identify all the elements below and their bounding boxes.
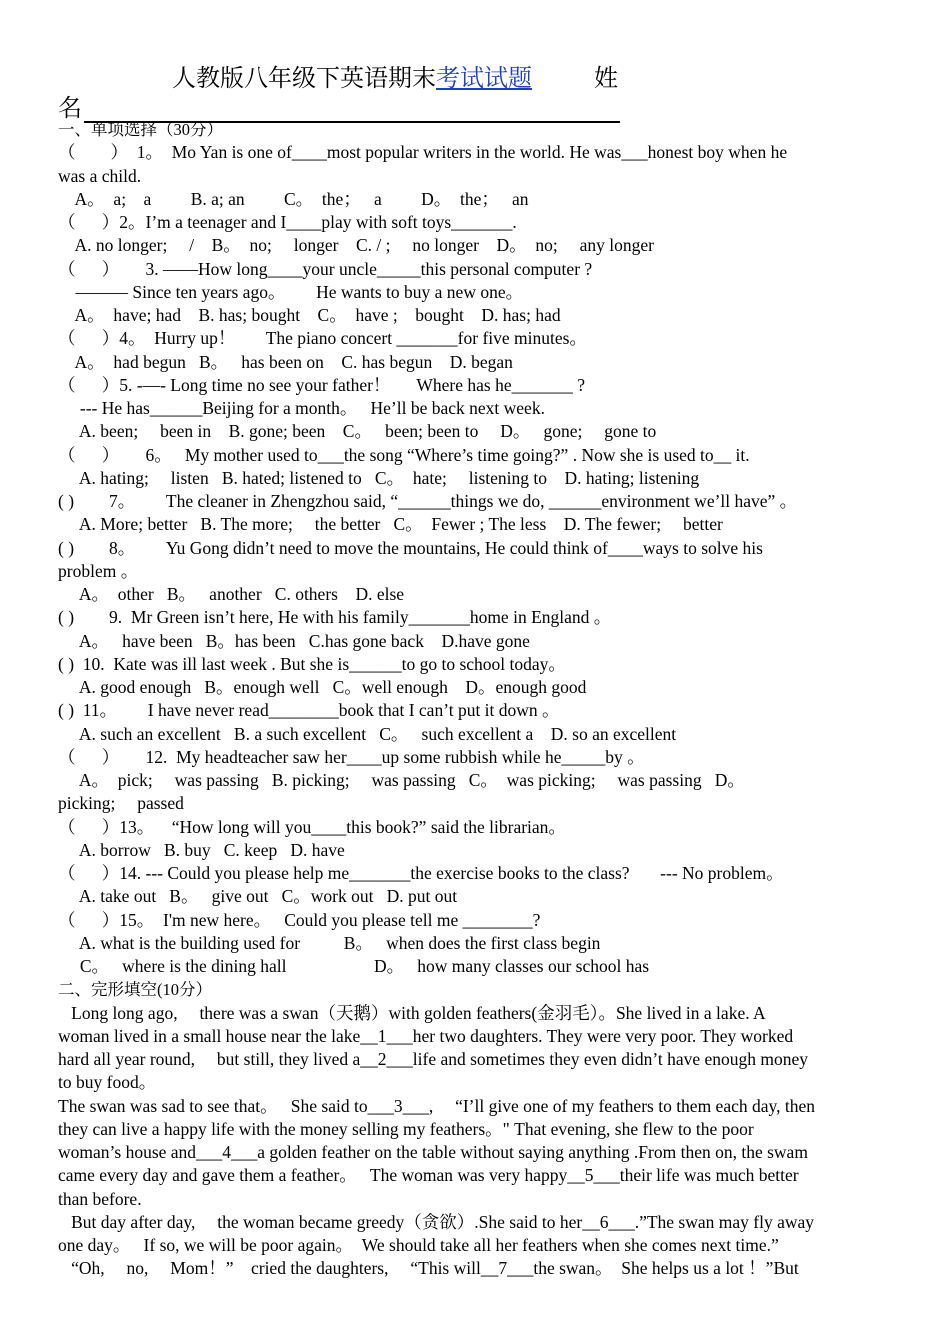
text-line: problem 。: [58, 560, 139, 581]
text-line: A. hating; listen B. hated; listened to C。 hate; listening to D. hating; listening: [58, 467, 700, 488]
name-label-start: 姓: [594, 66, 618, 92]
text-line: （ ）5. -—- Long time no see your father！ Where has he_______ ?: [58, 374, 585, 395]
text-line: ( ) 9. Mr Green isn’t here, He with his family_______home in England 。: [58, 607, 612, 628]
text-line: A。 other B。 another C. others D. else: [58, 584, 405, 604]
text-line: C。 where is the dining hall D。 how many classes our school has: [58, 956, 650, 976]
text-line: A。 pick; was passing B. picking; was passing C。 was picking; was passing D。: [58, 770, 745, 790]
text-line: （ ） 12. My headteacher saw her____up some rubbish while he_____by 。: [58, 746, 645, 767]
text-line: （ ） 1。 Mo Yan is one of____most popular writers in the world. He was___honest boy when he: [58, 142, 788, 163]
text-line: was a child.: [58, 165, 142, 186]
text-line: picking; passed: [58, 793, 184, 814]
text-line: A。 have been B。has been C.has gone back D.have gone: [58, 630, 530, 651]
text-line: Long long ago, there was a swan（天鹅）with golden feathers(金羽毛）。She lived in a lake. A: [58, 1002, 766, 1023]
text-line: A。 had begun B。 has been on C. has begun D. began: [58, 351, 513, 372]
text-line: to buy food。: [58, 1072, 157, 1093]
text-line: --- He has______Beijing for a month。 He’ll be back next week.: [58, 398, 545, 418]
text-line: ( ) 10. Kate was ill last week . But she is______to go to school today。: [58, 653, 566, 674]
text-line: （ ） 3. ——How long____your uncle_____this personal computer ?: [58, 258, 593, 279]
title-link[interactable]: 考试试题: [436, 66, 532, 92]
text-line: woman lived in a small house near the lake__1___her two daughters. They were very poor. They worked: [58, 1025, 794, 1046]
text-line: A. take out B。 give out C。work out D. put out: [58, 886, 458, 907]
text-line: （ ）15。 I'm new here。 Could you please tell me ________?: [58, 909, 541, 930]
text-line: ( ) 7。 The cleaner in Zhengzhou said, “______things we do, ______environment we’ll have” 。: [58, 491, 798, 511]
text-line: hard all year round, but still, they lived a__2___life and sometimes they even didn’t have enough money: [58, 1049, 809, 1069]
text-line: A. More; better B. The more; the better C。 Fewer ; The less D. The fewer; better: [58, 514, 723, 535]
text-line: The swan was sad to see that。 She said to___3___, “I’ll give one of my feathers to them each day, then: [58, 1095, 815, 1116]
text-line: A. no longer; / B。 no; longer C. / ; no longer D。 no; any longer: [58, 235, 654, 256]
text-line: （ ）13。 “How long will you____this book?” said the librarian。: [58, 816, 566, 837]
text-line: they can live a happy life with the money selling my feathers。" That evening, she flew to the poor: [58, 1118, 754, 1139]
text-line: A. what is the building used for B。 when does the first class begin: [58, 932, 601, 953]
text-line: ( ) 11。 I have never read________book that I can’t put it down 。: [58, 700, 560, 721]
text-line: one day。 If so, we will be poor again。 We should take all her feathers when she comes next time.”: [58, 1235, 779, 1255]
text-line: A。 have; had B. has; bought C。 have ; bought D. has; had: [58, 305, 561, 325]
text-line: came every day and gave them a feather。 The woman was very happy__5___their life was much better: [58, 1165, 799, 1186]
text-line: A. such an excellent B. a such excellent C。 such excellent a D. so an excellent: [58, 723, 677, 744]
text-line: （ ）2。I’m a teenager and I____play with soft toys_______.: [58, 212, 517, 232]
name-label-end: 名: [58, 96, 82, 122]
text-line: ——— Since ten years ago。 He wants to buy a new one。: [58, 281, 524, 302]
text-line: A. been; been in B. gone; been C。 been; been to D。 gone; gone to: [58, 421, 657, 442]
exam-content: [58, 118, 890, 1281]
text-line: But day after day, the woman became greedy（贪欲）.She said to her__6___.”The swan may fly away: [58, 1211, 815, 1232]
title-main: 人教版八年级下英语期末: [172, 66, 436, 92]
text-line: （ ）4。 Hurry up！ The piano concert _______for five minutes。: [58, 328, 587, 349]
text-line: A. borrow B. buy C. keep D. have: [58, 839, 345, 860]
text-line: （ ）14. --- Could you please help me_______the exercise books to the class? --- No problem。: [58, 863, 784, 883]
section-heading: 二、完形填空(10分）: [58, 980, 212, 1000]
text-line: woman’s house and___4___a golden feather on the table without saying anything .From then on, the swam: [58, 1142, 808, 1162]
text-line: than before.: [58, 1188, 142, 1209]
text-line: “Oh, no, Mom！” cried the daughters, “This will__7___the swan。 She helps us a lot ！”But: [58, 1258, 799, 1279]
text-line: ( ) 8。 Yu Gong didn’t need to move the mountains, He could think of____ways to solve his: [58, 537, 763, 558]
text-line: （ ） 6。 My mother used to___the song “Where’s time going?” . Now she is used to__ it.: [58, 444, 750, 465]
section-heading: 一、单项选择（30分）: [58, 120, 223, 139]
text-line: A。 a; a B. a; an C。 the； a D。 the； an: [58, 188, 529, 209]
text-line: A. good enough B。enough well C。well enough D。enough good: [58, 677, 587, 697]
